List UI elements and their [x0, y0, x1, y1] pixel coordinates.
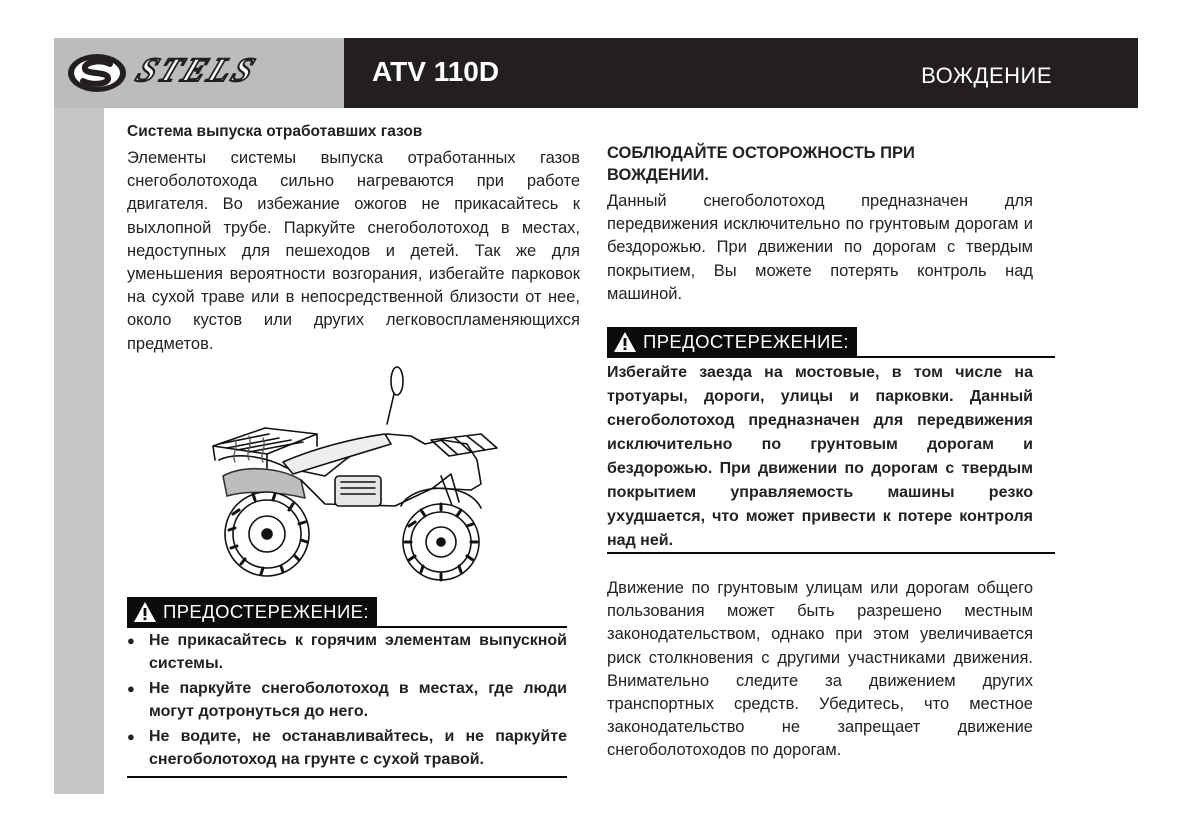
right-warning-rule-top: [607, 356, 1055, 358]
warning-triangle-icon: [613, 331, 637, 353]
model-title: ATV 110D: [372, 56, 500, 87]
atv-illustration: [205, 364, 510, 590]
right-warning-label: [607, 327, 857, 357]
left-warning-label: [127, 597, 377, 627]
stels-logo-icon: [66, 51, 128, 95]
right-warning-text: ПРЕДОСТЕРЕЖЕНИЕ:: [643, 331, 849, 352]
public-roads-paragraph: Движение по грунтовым улицам или дорогам общего пользования может быть разрешено местным законодательством, однако при этом увеличивается риск столкновения с другими участниками движения. Внимательно следите за движением других транспортных средств. Убедитесь, что местное законодательство не запрещает движение снегоболотоходов по дорогам.: [607, 579, 1033, 760]
section-title: ВОЖДЕНИЕ: [921, 63, 1052, 88]
warning-bullet: ● Не водите, не останавливайтесь, и не паркуйте снегоболотоход на грунте с сухой травой.: [127, 726, 567, 771]
warning-bullet: ● Не прикасайтесь к горячим элементам выпускной системы.: [127, 630, 567, 675]
caution-heading: СОБЛЮДАЙТЕ ОСТОРОЖНОСТЬ ПРИ ВОЖДЕНИИ.: [607, 144, 915, 184]
page-sidebar: [54, 108, 104, 794]
left-warning-list: [127, 630, 567, 774]
left-warning-rule-bottom: [127, 776, 567, 778]
brand-logo: [54, 38, 344, 108]
warning-triangle-icon: [133, 601, 157, 623]
warning-bullet: ● Не паркуйте снегоболотоход в местах, где люди могут дотронуться до него.: [127, 678, 567, 723]
brand-name: STELS: [130, 52, 263, 89]
right-warning-paragraph: Избегайте заезда на мостовые, в том числе на тротуары, дороги, улицы и парковки. Данный снегоболотоход предназначен для передвижения исключительно по грунтовым дорогам и бездорожью. При движении по дорогам с твердым покрытием управляемость машины резко ухудшается, что может привести к потере контроля над ней.: [607, 364, 1033, 549]
exhaust-heading: Система выпуска отработавших газов: [127, 123, 423, 140]
left-warning-text: ПРЕДОСТЕРЕЖЕНИЕ:: [163, 601, 369, 622]
page-header: [54, 38, 1138, 108]
exhaust-paragraph: Элементы системы выпуска отработанных газов снегоболотохода сильно нагреваются при работе двигателя. Во избежание ожогов не прикасайтесь к выхлопной трубе. Паркуйте снегоболотоход в местах, недоступных для пешеходов и детей. Так же для уменьшения вероятности возгорания, избегайте парковок на сухой траве или в непосредственной близости от нее, около кустов или других легковоспламеняющихся предметов.: [127, 149, 580, 353]
right-warning-rule-bottom: [607, 552, 1055, 554]
left-warning-rule-top: [127, 626, 567, 628]
caution-paragraph: Данный снегоболотоход предназначен для передвижения исключительно по грунтовым дорогам и бездорожью. При движении по дорогам с твердым покрытием, Вы можете потерять контроль над машиной.: [607, 192, 1033, 303]
